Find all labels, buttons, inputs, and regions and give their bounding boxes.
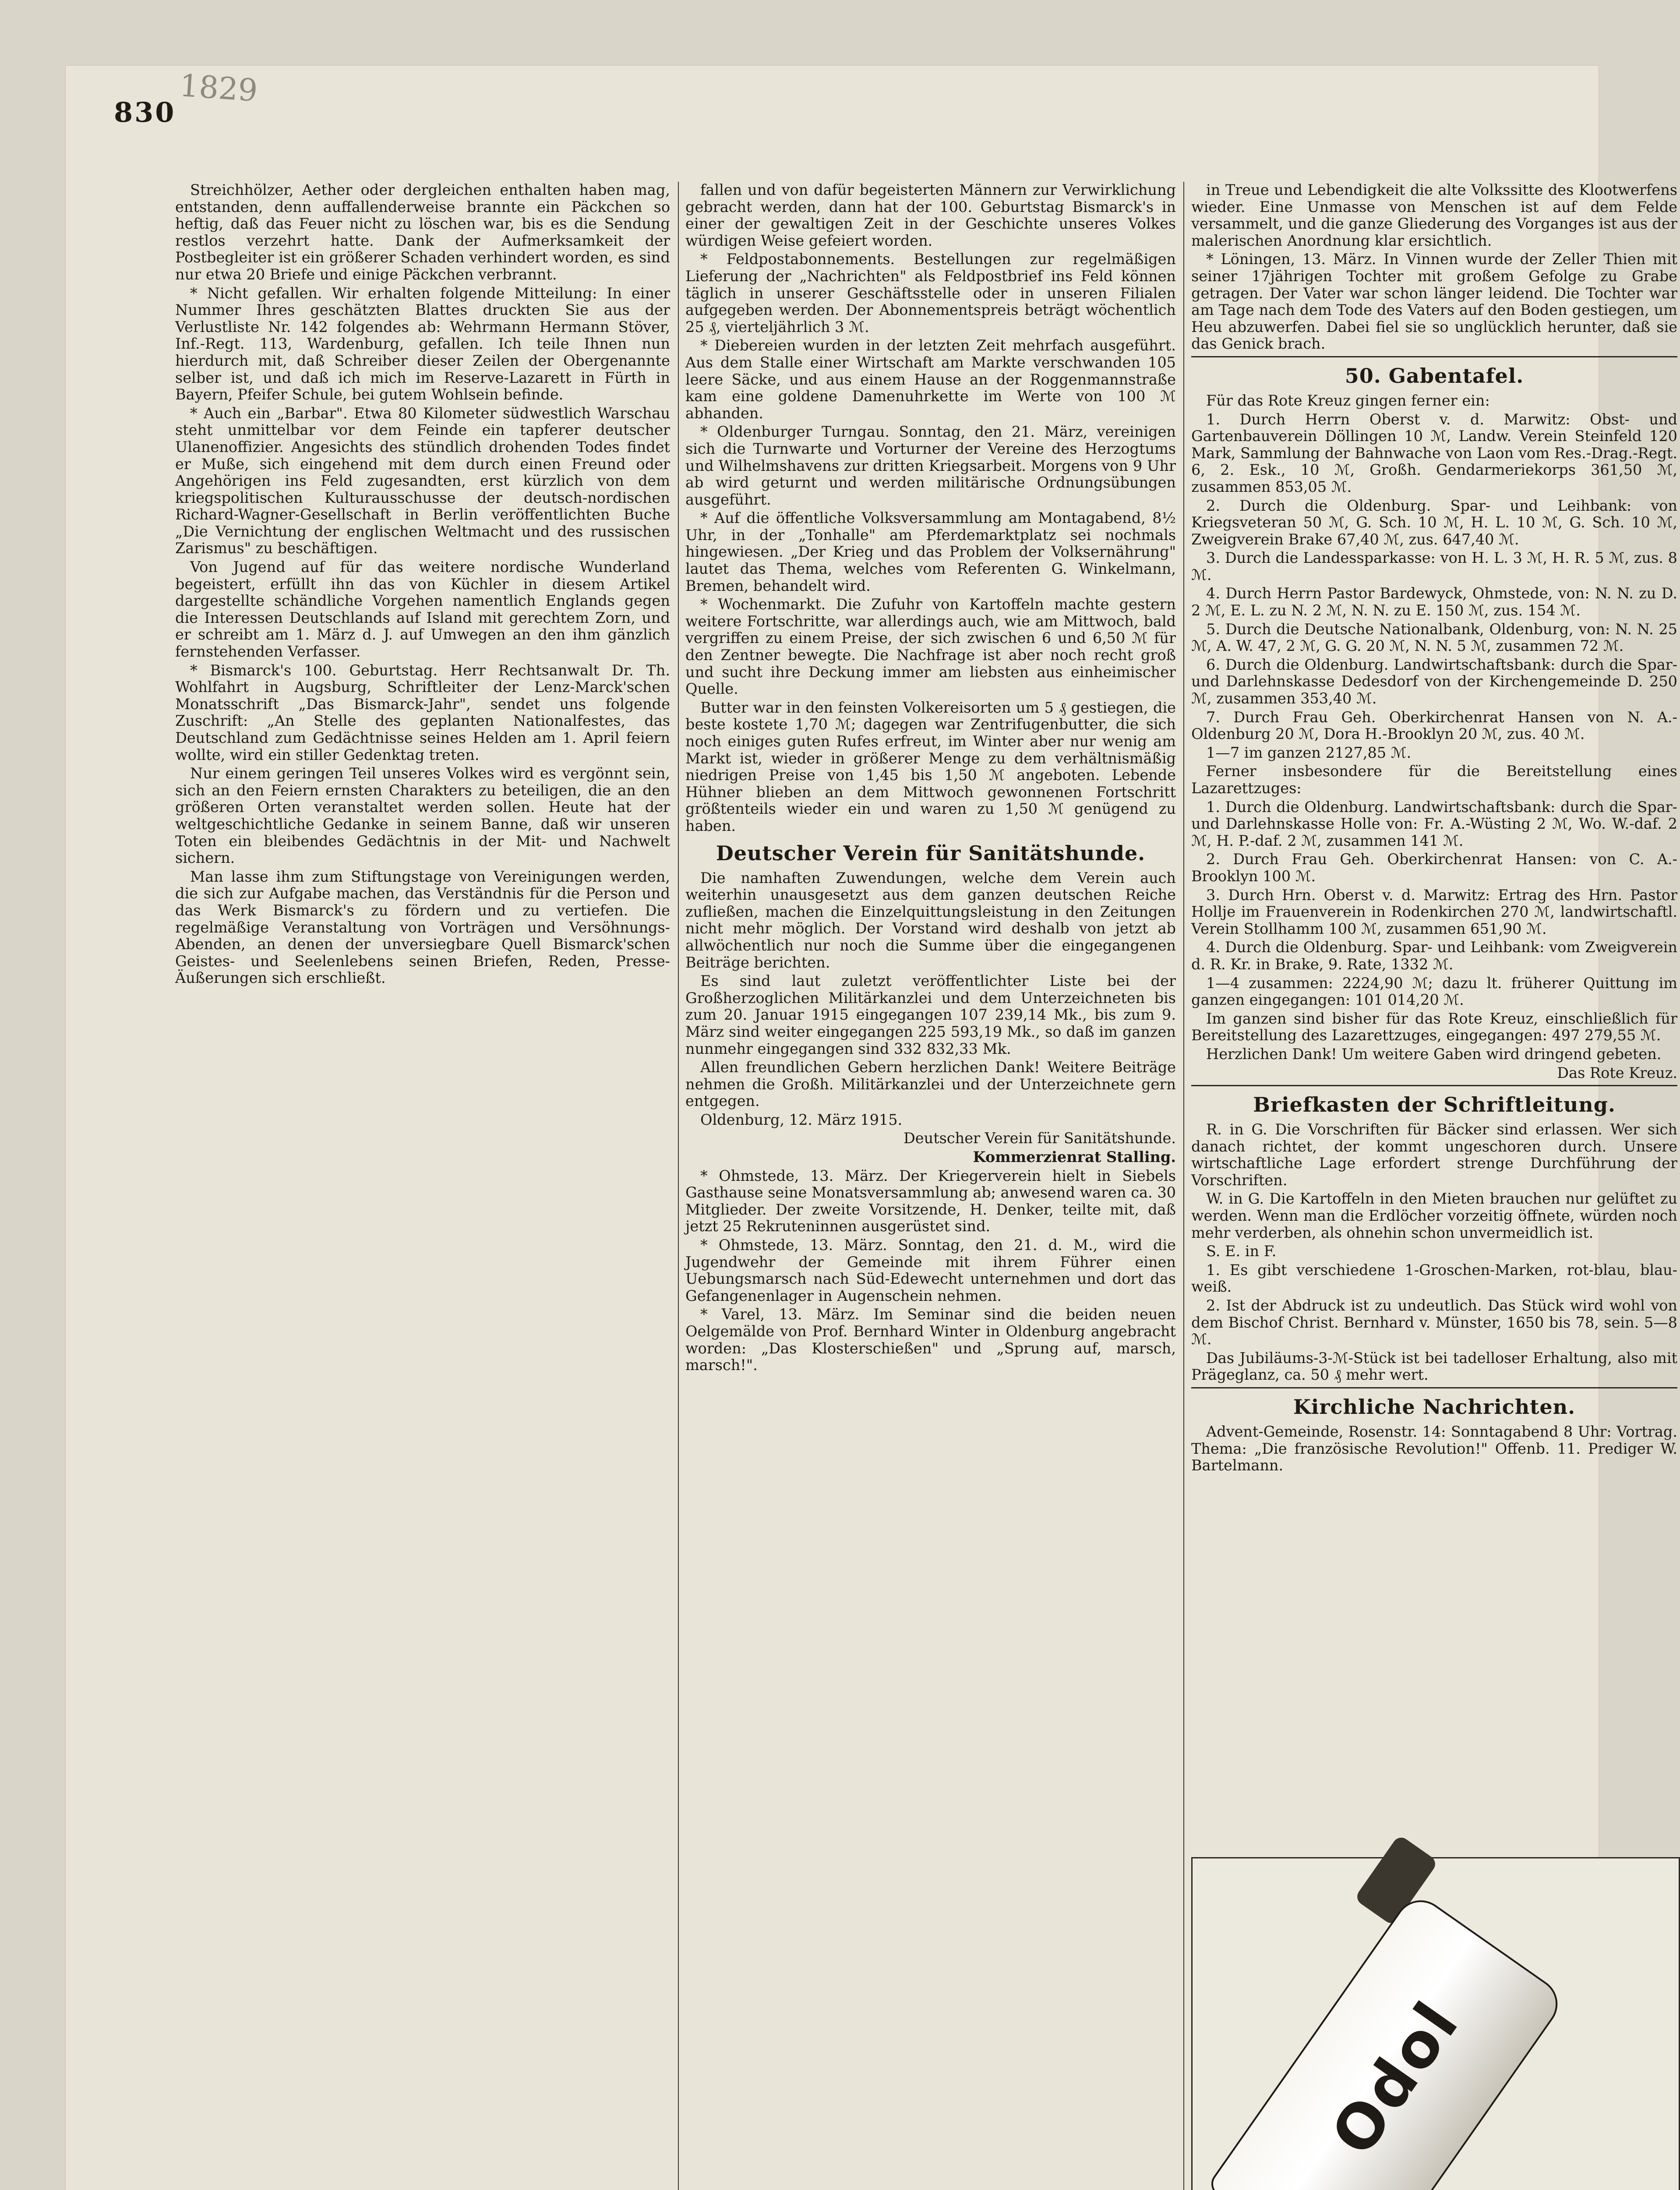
archive-stamp: 1829 [178,67,259,109]
paragraph: Herzlichen Dank! Um weitere Gaben wird dringend gebeten. [1206,1045,1662,1063]
paragraph: Es sind laut zuletzt veröffentlichter Liste bei der Großherzoglichen Militärkanzlei und dem Unterzeichneten bis zum 20. Januar 1915 eingegangen 107 239,14 Mk., bis zum 9. März sind weiter eingegangen 225 593,19 Mk., so daß im ganzen nunmehr eingegangen sind 332 832,33 Mk. [685,972,1176,1057]
column-3 [1191,182,1677,1846]
page-number: 830 [114,96,176,128]
column-rule [678,182,679,2190]
list-item: 5. Durch die Deutsche Nationalbank, Oldenburg, von: N. N. 25 ℳ, A. W. 47, 2 ℳ, G. G. 20 ℳ, N. N. 5 ℳ, zusammen 72 ℳ. [1191,620,1677,655]
list-item: 1. Durch Herrn Oberst v. d. Marwitz: Obst- und Gartenbauverein Döllingen 10 ℳ, Landw. Verein Steinfeld 120 Mark, Sammlung der Bahnwache von Laon vom Res.-Drag.-Regt. 6, 2. Esk., 10 ℳ, Großh. Gendarmeriekorps 361,50 ℳ, zusammen 853,05 ℳ. [1191,410,1677,495]
paragraph: * Nicht gefallen. Wir erhalten folgende Mitteilung: In einer Nummer Ihres geschätzten Blattes druckten Sie aus der Verlustliste Nr. 142 folgendes ab: Wehrmann Hermann Stöver, Inf.-Regt. 113, Wardenburg, gefallen. Ich teile Ihnen nun hierdurch mit, daß Schreiber dieser Zeilen der Obergenannte selber ist, und daß ich mich im Reserve-Lazarett in Fürth in Bayern, Pfeifer Schule, bei gutem Wohlsein befinde. [175,284,670,403]
section-rule [1191,356,1677,357]
paragraph: * Ohmstede, 13. März. Sonntag, den 21. d. M., wird die Jugendwehr der Gemeinde mit ihrem Führer einen Uebungsmarsch nach Süd-Edewecht unternehmen und dort das Gefangenenlager in Augenschein nehmen. [685,1236,1176,1304]
paragraph: in Treue und Lebendigkeit die alte Volkssitte des Klootwerfens wieder. Eine Unmasse von Menschen ist auf dem Felde versammelt, und die ganze Gliederung des Vorganges ist aus der malerischen Anordnung klar ersichtlich. [1191,181,1677,249]
newspaper-page [66,66,1677,2190]
paragraph: Allen freundlichen Gebern herzlichen Dank! Weitere Beiträge nehmen die Großh. Militärkanzlei und der Unterzeichnete gern entgegen. [685,1059,1176,1110]
paragraph: * Auf die öffentliche Volksversammlung am Montagabend, 8½ Uhr, in der „Tonhalle" am Pferdemarktplatz sei nochmals hingewiesen. „Der Krieg und das Problem der Volksernährung" lautet das Thema, welches vom Referenten G. Winkelmann, Bremen, behandelt wird. [685,509,1176,594]
list-item: 3. Durch die Landessparkasse: von H. L. 3 ℳ, H. R. 5 ℳ, zus. 8 ℳ. [1191,549,1677,583]
paragraph: Von Jugend auf für das weitere nordische Wunderland begeistert, erfüllt ihn das von Küchler in diesem Artikel dargestellte schändliche Vorgehen namentlich Englands gegen die Interessen Deutschlands auf Island mit gerechtem Zorn, und er schreibt am 1. März d. J. auf Umwegen an den ihm gänzlich fernstehenden Verfasser. [175,558,670,661]
list-item: Im ganzen sind bisher für das Rote Kreuz, einschließlich für Bereitstellung des Lazarettzuges, eingegangen: 497 279,55 ℳ. [1191,1010,1677,1044]
list-item: 4. Durch Herrn Pastor Bardewyck, Ohmstede, von: N. N. zu D. 2 ℳ, E. L. zu N. 2 ℳ, N. N. zu E. 150 ℳ, zus. 154 ℳ. [1191,585,1677,619]
paragraph: * Auch ein „Barbar". Etwa 80 Kilometer südwestlich Warschau steht unmittelbar vor dem Feinde ein tapferer deutscher Ulanenoffizier. Angesichts des stündlich drohenden Todes findet er Muße, sich eingehend mit dem durch einen Freund oder Angehörigen ins Feld zugesandten, erst kürzlich von dem kriegspolitischen Kulturausschusse der deutsch-nordischen Richard-Wagner-Gesellschaft in Berlin veröffentlichten Buche „Die Vernichtung der englischen Weltmacht und des russischen Zarismus" zu beschäftigen. [175,404,670,557]
paragraph: fallen und von dafür begeisterten Männern zur Verwirklichung gebracht werden, dann hat der 100. Geburtstag Bismarck's in einer der gewaltigen Zeit in der Geschichte unseres Volkes würdigen Weise gefeiert worden. [685,181,1176,249]
paragraph: Nur einem geringen Teil unseres Volkes wird es vergönnt sein, sich an den Feiern ernsten Charakters zu beteiligen, die an den größeren Orten veranstaltet werden sollen. Heute hat der weltgeschichtliche Gedanke in seinem Banne, daß wir unseren Toten ein bleibendes Gedächtnis in der Mit- und Nachwelt sichern. [175,765,670,867]
section-rule [1191,1085,1677,1086]
section-heading-kirchliche: Kirchliche Nachrichten. [1293,1395,1576,1419]
signature: Das Rote Kreuz. [1557,1064,1677,1081]
list-item: 6. Durch die Oldenburg. Landwirtschaftsbank: durch die Spar- und Darlehnskasse Dedesdorf von der Kirchengemeinde D. 250 ℳ, zusammen 353,40 ℳ. [1191,656,1677,707]
paragraph: Ferner insbesondere für die Bereitstellung eines Lazarettzuges: [1191,763,1677,797]
paragraph: * Bismarck's 100. Geburtstag. Herr Rechtsanwalt Dr. Th. Wohlfahrt in Augsburg, Schriftleiter der Lenz-Marck'schen Monatsschrift „Das Bismarck-Jahr", sendet uns folgende Zuschrift: „An Stelle des geplanten Nationalfestes, das Deutschland zum Gedächtnisse seines Helden am 1. April feiern wollte, wird ein stiller Gedenktag treten. [175,661,670,763]
column-2 [685,182,1176,2190]
list-item: 3. Durch Hrn. Oberst v. d. Marwitz: Ertrag des Hrn. Pastor Hollje im Frauenverein in Rodenkirchen 270 ℳ, landwirtschaftl. Verein Stollhamm 100 ℳ, zusammen 651,90 ℳ. [1191,886,1677,937]
list-item: 1. Durch die Oldenburg. Landwirtschaftsbank: durch die Spar- und Darlehnskasse Holle von: Fr. A.-Wüsting 2 ℳ, Wo. W.-daf. 2 ℳ, H. P.-daf. 2 ℳ, zusammen 141 ℳ. [1191,798,1677,849]
paragraph: * Varel, 13. März. Im Seminar sind die beiden neuen Oelgemälde von Prof. Bernhard Winter in Oldenburg angebracht worden: „Das Klosterschießen" und „Sprung auf, marsch, marsch!". [685,1306,1176,1374]
section-heading-gabentafel: 50. Gabentafel. [1345,364,1524,388]
column-rule [1183,182,1184,2190]
list-item: 4. Durch die Oldenburg. Spar- und Leihbank: vom Zweigverein d. R. Kr. in Brake, 9. Rate, 1332 ℳ. [1191,939,1677,973]
paragraph: R. in G. Die Vorschriften für Bäcker sind erlassen. Wer sich danach richtet, der kommt ungeschoren durch. Unsere wirtschaftliche Lage erfordert strenge Durchführung der Vorschriften. [1191,1121,1677,1189]
paragraph: * Löningen, 13. März. In Vinnen wurde der Zeller Thien mit seiner 17jährigen Tochter mit großem Gefolge zu Grabe getragen. Der Vater war schon länger leidend. Die Tochter war am Tage nach dem Tode des Vaters auf den Boden gestiegen, um Heu abzuwerfen. Dabei fiel sie so unglücklich herunter, daß sie das Genick brach. [1191,251,1677,353]
brand-label: Odol [1317,1988,1474,2168]
paragraph: 1. Es gibt verschiedene 1-Groschen-Marken, rot-blau, blau-weiß. [1191,1261,1677,1296]
signature: Kommerzienrat Stalling. [973,1148,1176,1166]
list-item: 1—7 im ganzen 2127,85 ℳ. [1206,744,1412,761]
paragraph: W. in G. Die Kartoffeln in den Mieten brauchen nur gelüftet zu werden. Wenn man die Erdlöcher vorzeitig öffnete, würden noch mehr verderben, als ohnehin schon unvermeidlich ist. [1191,1190,1677,1241]
list-item: 2. Durch Frau Geh. Oberkirchenrat Hansen: von C. A.-Brooklyn 100 ℳ. [1191,851,1677,885]
place-date: Oldenburg, 12. März 1915. [700,1111,903,1128]
list-item: 1—4 zusammen: 2224,90 ℳ; dazu lt. früherer Quittung im ganzen eingegangen: 101 014,20 ℳ. [1191,974,1677,1009]
paragraph: * Ohmstede, 13. März. Der Kriegerverein hielt in Siebels Gasthause seine Monatsversammlung ab; anwesend waren ca. 30 Mitglieder. Der zweite Vorsitzende, H. Denker, teilte mit, daß jetzt 25 Rekruteninnen ausgerüstet sind. [685,1167,1176,1235]
paragraph: * Feldpostabonnements. Bestellungen zur regelmäßigen Lieferung der „Nachrichten" als Feldpostbrief ins Feld können täglich in unserer Geschäftsstelle oder in unseren Filialen aufgegeben werden. Der Abonnementspreis beträgt wöchentlich 25 ₰, vierteljährlich 3 ℳ. [685,251,1176,336]
paragraph: Butter war in den feinsten Volkereisorten um 5 ₰ gestiegen, die beste kostete 1,70 ℳ; dagegen war Zentrifugenbutter, die sich noch einiges guten Rufes erfreut, im Winter aber nur wenig am Markt ist, wieder in größerer Menge zu dem verhältnismäßig niedrigen Preise von 1,45 bis 1,50 ℳ angeboten. Lebende Hühner blieben an dem Mittwoch gewonnenen Fortschritt größtenteils wieder ein und waren zu 1,50 ℳ genügend zu haben. [685,699,1176,834]
paragraph: Streichhölzer, Aether oder dergleichen enthalten haben mag, entstanden, denn auffallenderweise brannte ein Päckchen so heftig, daß das Feuer nicht zu löschen war, bis es die Sendung restlos verzehrt hatte. Dank der Aufmerksamkeit der Postbegleiter ist ein größerer Schaden verhindert worden, es sind nur etwa 20 Briefe und einige Päckchen verbrannt. [175,181,670,283]
paragraph: * Diebereien wurden in der letzten Zeit mehrfach ausgeführt. Aus dem Stalle einer Wirtschaft am Markte verschwanden 105 leere Säcke, und aus einem Hause an der Roggenmannstraße kam eine goldene Damenuhrkette im Werte von 100 ℳ abhanden. [685,337,1176,422]
section-heading-briefkasten: Briefkasten der Schriftleitung. [1253,1093,1616,1117]
section-rule [1191,1387,1677,1388]
paragraph: Advent-Gemeinde, Rosenstr. 14: Sonntagabend 8 Uhr: Vortrag. Thema: „Die französische Revolution!" Offenb. 11. Prediger W. Bartelmann. [1191,1423,1677,1474]
paragraph: Für das Rote Kreuz gingen ferner ein: [1206,392,1490,409]
paragraph: Die namhaften Zuwendungen, welche dem Verein auch weiterhin unausgesetzt aus dem ganzen deutschen Reiche zufließen, machen die Einzelquittungsleistung in den Zeitungen nicht mehr möglich. Der Vorstand wird deshalb von jetzt ab allwöchentlich nur noch die Summe über die eingegangenen Beiträge berichten. [685,869,1176,971]
list-item: 2. Durch die Oldenburg. Spar- und Leihbank: von Kriegsveteran 50 ℳ, G. Sch. 10 ℳ, H. L. 10 ℳ, G. Sch. 10 ℳ, Zweigverein Brake 67,40 ℳ, zus. 647,40 ℳ. [1191,497,1677,548]
paragraph: * Wochenmarkt. Die Zufuhr von Kartoffeln machte gestern weitere Fortschritte, war allerdings auch, wie am Mittwoch, bald vergriffen zu einem Preise, der sich zwischen 6 und 6,50 ℳ für den Zentner bewegte. Die Nachfrage ist aber noch recht groß und sucht ihre Deckung immer am liebsten aus einheimischer Quelle. [685,596,1176,698]
paragraph: Das Jubiläums-3-ℳ-Stück ist bei tadelloser Erhaltung, also mit Prägeglanz, ca. 50 ₰ mehr wert. [1191,1349,1677,1384]
column-1 [175,182,670,2190]
paragraph: S. E. in F. [1206,1243,1277,1260]
paragraph: * Oldenburger Turngau. Sonntag, den 21. März, vereinigen sich die Turnwarte und Vorturner der Vereine des Herzogtums und Wilhelmshavens zur dritten Kriegsarbeit. Morgens von 9 Uhr ab wird geturnt und werden militärische Ordnungsübungen ausgeführt. [685,423,1176,508]
paragraph: 2. Ist der Abdruck ist zu undeutlich. Das Stück wird wohl von dem Bischof Christ. Bernhard v. Münster, 1650 bis 78, sein. 5—8 ℳ. [1191,1297,1677,1348]
signature: Deutscher Verein für Sanitätshunde. [903,1130,1176,1147]
section-heading-sanitaetshunde: Deutscher Verein für Sanitätshunde. [716,841,1146,865]
paragraph: Man lasse ihm zum Stiftungstage von Vereinigungen werden, die sich zur Aufgabe machen, das Verständnis für die Person und das Werk Bismarck's zu fördern und zu vertiefen. Die regelmäßige Veranstaltung von Vorträgen und Versöhnungs-Abenden, an denen der unversiegbare Quell Bismarck'schen Geistes- und Seelenlebens seinen Briefen, Reden, Presse-Äußerungen sich erschließt. [175,868,670,987]
list-item: 7. Durch Frau Geh. Oberkirchenrat Hansen von N. A.-Oldenburg 20 ℳ, Dora H.-Brooklyn 20 ℳ, zus. 40 ℳ. [1191,708,1677,743]
odol-advertisement [1191,1857,1680,2190]
